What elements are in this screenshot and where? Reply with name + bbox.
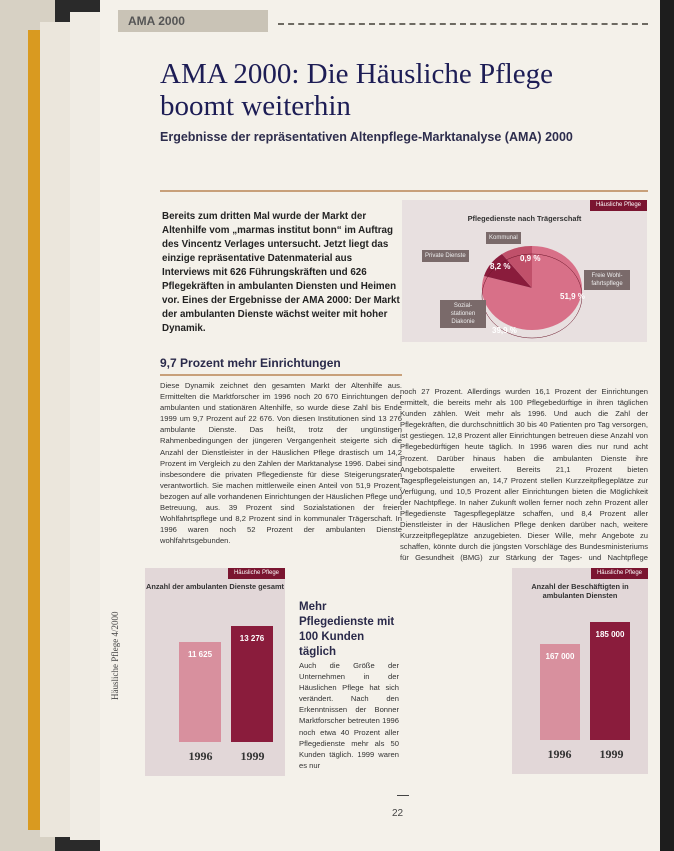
pie-percent: 39,9 % — [492, 326, 517, 335]
year-label: 1996 — [547, 747, 572, 761]
page-number-rule — [397, 795, 409, 796]
section-heading: Mehr Pflegedienste mit 100 Kunden täglich — [299, 601, 395, 658]
pie-label: Private Dienste — [422, 250, 469, 262]
body-text-col2: Auch die Größe der Unternehmen in der Häuslichen Pflege hat sich verändert. Nach den Erkenntnissen der Bonner Marktforscher betreuten 1996 noch etwa 40 Prozent aller Pflegedienste mehr als 50 Kunden täglich. 1999 waren es nur — [299, 661, 399, 770]
chart-title: Anzahl der Beschäftigten in ambulanten Diensten — [531, 582, 629, 600]
bar-1996 — [540, 644, 580, 740]
lead-paragraph: Bereits zum dritten Mal wurde der Markt der Altenhilfe vom „marmas institut bonn“ im Auftrag des Vincentz Verlages untersucht. Jetzt liegt das einzige repräsentative Datenmaterial aus Interviews mit 626 Führungskräften und 626 Pflegekräften in ambulanten Diensten und Heimen vor. Eines der Ergebnisse der AMA 2000: Der Markt der ambulanten Dienste wächst weiter mit hoher Dynamik. — [162, 211, 400, 334]
pie-label: Freie Wohl-fahrtspflege — [584, 270, 630, 290]
header-rule — [278, 23, 648, 25]
year-label: 1996 — [188, 749, 213, 763]
chart-title: Anzahl der ambulanten Dienste gesamt — [146, 582, 284, 591]
section-header: AMA 2000 — [118, 10, 268, 32]
body-text-col3-cont — [400, 568, 508, 778]
pie-chart-panel — [402, 200, 647, 342]
bar-1999 — [590, 622, 630, 740]
divider — [400, 190, 648, 192]
chart-tag: Häusliche Pflege — [590, 200, 647, 211]
year-label: 1999 — [240, 749, 265, 763]
bar-value: 167 000 — [545, 652, 575, 661]
pie-percent: 8,2 % — [490, 262, 511, 271]
body-text-col3: noch 27 Prozent. Allerdings wurden 16,1 Prozent der Einrichtungen ermittelt, die bereits mehr als 100 Pflegebedürftige in ihren täglichen Kunden zählen. Weit mehr als 1996. Und auch die Zahl der Pflegekräften, die durchschnittlich 30 bis 40 Patienten pro Tag versorgen, ist gestiegen. 12,8 Prozent aller Einrichtungen betreuen diese Anzahl von Pflegebedürftigen heute täglich. In 1996 waren dies nur rund acht Prozent. Darüber hinaus haben die ambulanten Dienste ihre Angebotspalette erweitert. Bereits 21,1 Prozent bieten Tagespflegeleistungen an, 14,7 Prozent stellen Kurzzeitpflegeplätze zur Verfügung, und 10,5 Prozent aller Einrichtungen bieten die Möglichkeit der Nachtpflege. In naher Zukunft wollen ferner noch zehn Prozent aller Pflegedienste Tagespflegeplätze schaffen, und 8,4 Prozent aller Dienstleister in der Häuslichen Pflege denken darüber nach, weitere Kurzzeitpflegeplätze anzugebieten. Dieser Wille, mehr Angebote zu schaffen, könnte durch die jüngsten Vorschläge des Bundesministeriums für Gesundheit (BMG) zur Stärkung der Tages- und Nachtpflege — [400, 387, 648, 563]
bar-chart-right — [512, 568, 648, 774]
chart-tag: Häusliche Pflege — [591, 568, 648, 579]
bar-value: 11 625 — [187, 650, 213, 659]
chart-tag: Häusliche Pflege — [228, 568, 285, 579]
pie-percent: 51,9 % — [560, 292, 585, 301]
chart-title: Pflegedienste nach Trägerschaft — [467, 214, 582, 223]
page-number: 22 — [392, 808, 404, 819]
bar-1999 — [231, 626, 273, 742]
page-title: AMA 2000: Die Häusliche Pflege boomt weiterhin — [160, 58, 554, 122]
section-heading: 9,7 Prozent mehr Einrichtungen — [160, 356, 341, 370]
pie-label: Kommunal — [486, 232, 521, 244]
book-edge-right — [660, 0, 674, 851]
page-subtitle: Ergebnisse der repräsentativen Altenpflege-Marktanalyse (AMA) 2000 — [160, 130, 573, 144]
bar-1996 — [179, 642, 221, 742]
pie-label: Sozial-stationen Diakonie — [440, 300, 486, 328]
bar-value: 13 276 — [239, 634, 265, 643]
running-title: Häusliche Pflege 4/2000 — [110, 611, 120, 700]
pie-percent: 0,9 % — [520, 254, 541, 263]
bar-chart-left — [145, 568, 285, 776]
bar-value: 185 000 — [595, 630, 625, 639]
year-label: 1999 — [599, 747, 624, 761]
divider — [160, 190, 402, 192]
body-text-col1: Diese Dynamik zeichnet den gesamten Markt der Altenhilfe aus. Ermittelten die Marktforscher im 1996 noch 20 670 Einrichtungen der ambulanten und stationären Altenhilfe, so wurde diese Zahl bis Ende 1999 um 9,7 Prozent auf 22 676. Von diesen Institutionen sind 13 276 ambulante Dienste. Das heißt, trotz der ungünstigen Rahmenbedingungen der jüngeren Vergangenheit steigerte sich die Anzahl der Dienstleister in der Häuslichen Pflege drastisch um 14,2 Prozent im Vergleich zu den Zahlen der Marktanalyse 1996. Dabei sind insbesondere die privaten Pflegedienste für diese Steigerungsraten verantwortlich. Sie machen mittlerweile einen Anteil von 51,9 Prozent, bezogen auf alle vorhandenen Einrichtungen der Häuslichen Pflege und Betreuung, aus. 39 Prozent sind Sozialstationen der freien Wohlfahrtspflege und 8,2 Prozent sind in kommunaler Trägerschaft. In 1996 waren noch 52 Prozent der ambulanten Dienste wohlfahrtsgebunden. — [160, 381, 402, 546]
divider — [160, 374, 402, 376]
